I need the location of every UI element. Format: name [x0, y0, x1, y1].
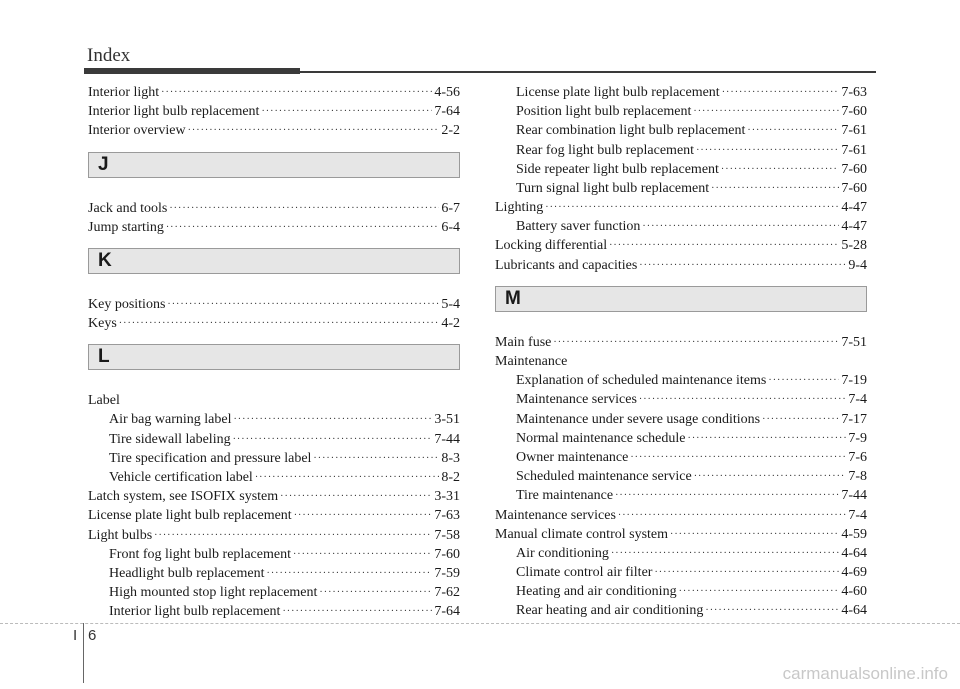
dot-leader: [615, 486, 839, 505]
entry-title: Battery saver function: [516, 219, 641, 235]
dot-leader: [319, 583, 432, 602]
dot-leader: [267, 564, 433, 583]
dot-leader: [261, 102, 432, 121]
entry-title: Interior light bulb replacement: [109, 604, 281, 620]
index-subentry: [88, 468, 460, 487]
entry-page: 7-6: [848, 449, 867, 465]
entry-title: Jump starting: [88, 219, 164, 235]
index-subentry: [495, 83, 867, 102]
index-entry: [88, 121, 460, 140]
footer-divider: [0, 623, 960, 624]
dot-leader: [233, 430, 433, 449]
index-subentry: [88, 602, 460, 621]
entry-page: 8-3: [441, 450, 460, 466]
entry-page: 3-51: [434, 412, 460, 428]
entry-title: Rear heating and air conditioning: [516, 603, 704, 619]
index-subentry: [88, 449, 460, 468]
entry-title: Side repeater light bulb replacement: [516, 161, 719, 177]
dot-leader: [169, 199, 439, 218]
index-subentry: [88, 430, 460, 449]
entry-page: 7-61: [841, 123, 867, 139]
letter-section-j: [88, 152, 460, 178]
index-subentry: [495, 582, 867, 601]
entry-page: 4-64: [841, 603, 867, 619]
entry-page: 5-4: [441, 296, 460, 312]
index-subentry: [88, 545, 460, 564]
entry-title: Headlight bulb replacement: [109, 565, 265, 581]
entry-title: Locking differential: [495, 238, 608, 254]
entry-page: 7-44: [434, 431, 460, 447]
index-subentry: [495, 121, 867, 140]
letter-section-k: [88, 248, 460, 274]
entry-title: Heating and air conditioning: [516, 584, 677, 600]
entry-page: 7-9: [848, 430, 867, 446]
entry-title: High mounted stop light replacement: [109, 585, 318, 601]
entry-title: License plate light bulb replacement: [516, 84, 720, 100]
entry-title: Explanation of scheduled maintenance items: [516, 373, 767, 389]
entry-title: License plate light bulb replacement: [88, 508, 292, 524]
page-title: Index: [87, 45, 131, 66]
dot-leader: [654, 563, 839, 582]
dot-leader: [313, 449, 439, 468]
dot-leader: [705, 601, 839, 620]
entry-title: Jack and tools: [88, 200, 168, 216]
entry-page: 7-4: [848, 392, 867, 408]
entry-page: 7-60: [434, 546, 460, 562]
entry-page: 8-2: [441, 470, 460, 486]
dot-leader: [679, 582, 840, 601]
index-subentry: [495, 390, 867, 409]
dot-leader: [294, 506, 433, 525]
entry-page: 7-64: [434, 104, 460, 120]
index-subentry: [88, 583, 460, 602]
dot-leader: [768, 371, 839, 390]
index-entry: [88, 506, 460, 525]
index-column-left: [88, 83, 460, 622]
index-entry: [495, 333, 867, 352]
dot-leader: [694, 467, 847, 486]
entry-page: 7-61: [841, 142, 867, 158]
entry-page: 4-56: [434, 84, 460, 100]
index-entry: [495, 237, 867, 256]
entry-title: Vehicle certification label: [109, 470, 253, 486]
dot-leader: [642, 217, 839, 236]
entry-title: Lubricants and capacities: [495, 257, 638, 273]
index-subentry: [495, 429, 867, 448]
index-entry: [88, 102, 460, 121]
entry-title: Lighting: [495, 200, 544, 216]
dot-leader: [687, 429, 846, 448]
index-subentry: [495, 371, 867, 390]
dot-leader: [721, 160, 839, 179]
index-subentry: [495, 179, 867, 198]
entry-page: 2-2: [441, 123, 460, 139]
entry-title: Turn signal light bulb replacement: [516, 180, 710, 196]
footer-section-letter: I: [73, 627, 78, 644]
entry-page: 7-19: [841, 373, 867, 389]
entry-title: Scheduled maintenance service: [516, 469, 692, 485]
index-entry: [88, 218, 460, 237]
index-subentry: [495, 602, 867, 621]
index-entry: [495, 525, 867, 544]
entry-page: 7-62: [434, 585, 460, 601]
entry-page: 4-47: [841, 219, 867, 235]
dot-leader: [693, 102, 839, 121]
index-column-right: [495, 83, 867, 621]
index-subentry: [495, 544, 867, 563]
dot-leader: [167, 295, 439, 314]
entry-page: 6-7: [441, 200, 460, 216]
watermark-text: carmanualsonline.info: [782, 664, 948, 683]
entry-page: 7-58: [434, 527, 460, 543]
entry-page: 5-28: [841, 238, 867, 254]
header-rule-thin: [300, 71, 876, 73]
dot-leader: [722, 83, 840, 102]
entry-title: Air conditioning: [516, 545, 609, 561]
dot-leader: [166, 218, 439, 237]
index-subentry: [495, 486, 867, 505]
index-entry: [88, 83, 460, 102]
entry-title: Interior light bulb replacement: [88, 104, 260, 120]
entry-page: 7-44: [841, 488, 867, 504]
index-subentry: [495, 448, 867, 467]
entry-title: Position light bulb replacement: [516, 104, 692, 120]
dot-leader: [553, 333, 839, 352]
letter-section-l: [88, 344, 460, 370]
dot-leader: [255, 468, 440, 487]
entry-title: Light bulbs: [88, 527, 153, 543]
entry-page: 7-60: [841, 161, 867, 177]
index-entry: [88, 526, 460, 545]
dot-leader: [711, 179, 839, 198]
index-subentry: [495, 410, 867, 429]
entry-page: 4-59: [841, 526, 867, 542]
index-heading-maintenance: Maintenance: [495, 354, 568, 370]
index-entry: [88, 314, 460, 333]
index-entry: [495, 198, 867, 217]
section-letter: M: [505, 287, 521, 309]
dot-leader: [670, 525, 839, 544]
entry-title: Air bag warning label: [109, 412, 232, 428]
dot-leader: [154, 526, 432, 545]
index-subentry: [495, 141, 867, 160]
entry-title: Tire maintenance: [516, 488, 614, 504]
entry-title: Owner maintenance: [516, 449, 629, 465]
dot-leader: [119, 314, 440, 333]
section-letter: J: [98, 153, 109, 175]
index-subentry: [88, 564, 460, 583]
entry-title: Key positions: [88, 296, 166, 312]
entry-page: 7-8: [848, 469, 867, 485]
entry-page: 7-51: [841, 334, 867, 350]
section-letter: L: [98, 346, 110, 368]
dot-leader: [618, 506, 846, 525]
entry-page: 7-17: [841, 411, 867, 427]
section-letter: K: [98, 249, 112, 271]
dot-leader: [233, 410, 432, 429]
dot-leader: [639, 256, 846, 275]
entry-page: 4-2: [441, 316, 460, 332]
entry-title: Normal maintenance schedule: [516, 430, 686, 446]
entry-page: 7-59: [434, 565, 460, 581]
dot-leader: [696, 141, 839, 160]
entry-page: 4-64: [841, 545, 867, 561]
entry-title: Tire sidewall labeling: [109, 431, 231, 447]
entry-title: Maintenance services: [495, 507, 616, 523]
entry-title: Rear combination light bulb replacement: [516, 123, 746, 139]
entry-title: Maintenance under severe usage conditions: [516, 411, 761, 427]
entry-title: Interior light: [88, 84, 160, 100]
index-entry: [495, 506, 867, 525]
index-subentry: [495, 467, 867, 486]
index-entry: [88, 199, 460, 218]
dot-leader: [611, 544, 839, 563]
footer-vertical-rule: [83, 623, 84, 683]
entry-page: 6-4: [441, 219, 460, 235]
index-subentry: [495, 102, 867, 121]
index-subentry: [88, 411, 460, 430]
index-entry: [88, 295, 460, 314]
entry-page: 7-64: [434, 604, 460, 620]
entry-title: Tire specification and pressure label: [109, 450, 312, 466]
dot-leader: [188, 121, 440, 140]
entry-page: 4-60: [841, 584, 867, 600]
entry-page: 7-63: [434, 508, 460, 524]
entry-page: 7-60: [841, 104, 867, 120]
entry-page: 7-60: [841, 180, 867, 196]
entry-page: 7-4: [848, 507, 867, 523]
dot-leader: [762, 410, 839, 429]
entry-title: Rear fog light bulb replacement: [516, 142, 695, 158]
entry-title: Interior overview: [88, 123, 186, 139]
entry-title: Climate control air filter: [516, 565, 653, 581]
index-entry: [88, 487, 460, 506]
entry-page: 9-4: [848, 257, 867, 273]
entry-title: Manual climate control system: [495, 526, 669, 542]
dot-leader: [545, 198, 839, 217]
entry-page: 4-47: [841, 200, 867, 216]
entry-title: Latch system, see ISOFIX system: [88, 489, 279, 505]
entry-page: 7-63: [841, 84, 867, 100]
entry-title: Main fuse: [495, 334, 552, 350]
dot-leader: [630, 448, 846, 467]
dot-leader: [639, 390, 846, 409]
index-subentry: [495, 217, 867, 236]
index-heading-label: Label: [88, 393, 120, 409]
dot-leader: [747, 121, 839, 140]
entry-page: 3-31: [434, 489, 460, 505]
entry-title: Maintenance services: [516, 392, 637, 408]
dot-leader: [609, 236, 839, 255]
dot-leader: [293, 545, 432, 564]
entry-title: Front fog light bulb replacement: [109, 546, 291, 562]
index-subentry: [495, 563, 867, 582]
dot-leader: [282, 602, 432, 621]
letter-section-m: [495, 286, 867, 312]
dot-leader: [161, 83, 432, 102]
entry-title: Keys: [88, 316, 117, 332]
index-subentry: [495, 160, 867, 179]
index-entry: [495, 256, 867, 275]
footer-page-number: 6: [88, 627, 97, 644]
header-rule-thick: [84, 68, 300, 74]
dot-leader: [280, 487, 432, 506]
entry-page: 4-69: [841, 565, 867, 581]
